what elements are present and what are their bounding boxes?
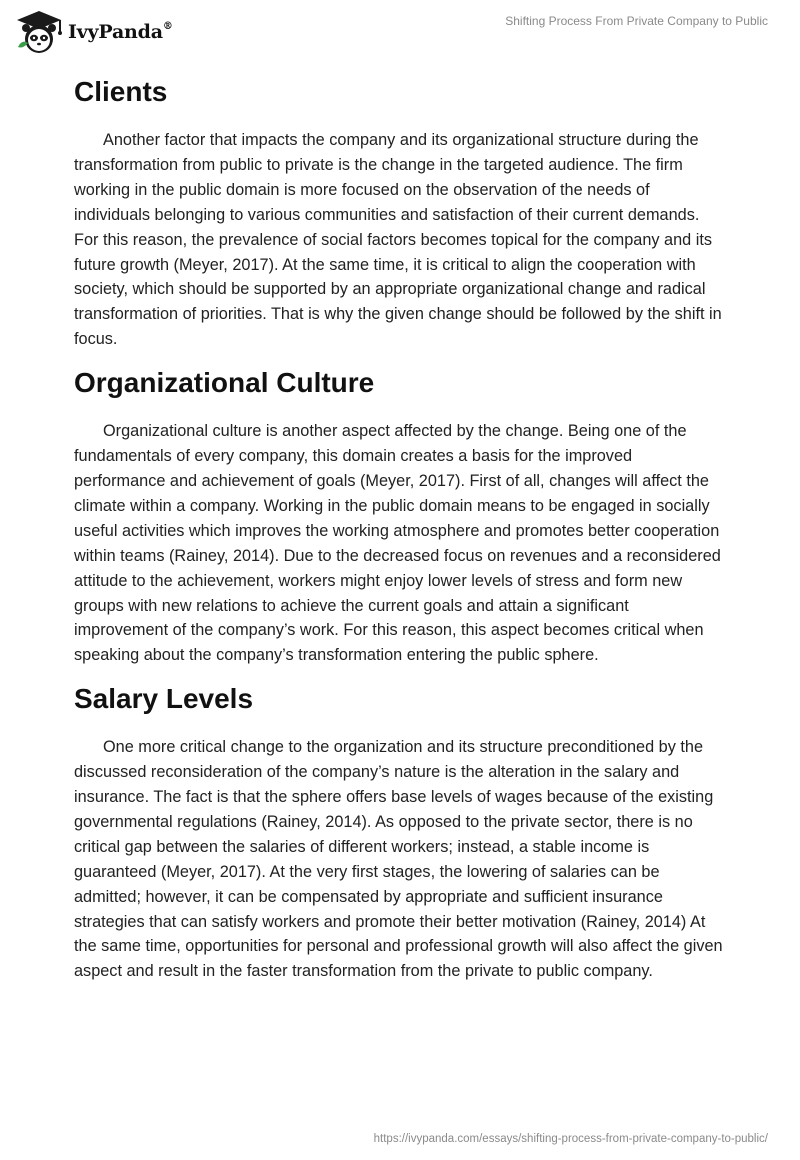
section-heading: Organizational Culture [74,367,375,399]
logo-text: IvyPanda® [68,20,173,43]
ivypanda-logo[interactable] [14,9,173,55]
panda-graduate-icon [14,9,64,55]
section-organizational-culture [74,361,724,668]
section-paragraph: Another factor that impacts the company and its organizational structure during the transformation from public to private is the change in the targeted audience. The firm working in the public domain is more focused on the observation of the needs of individuals belonging to various communities and satisfaction of their current demands. For this reason, the prevalence of social factors becomes topical for the company and its future growth (Meyer, 2017). At the same time, it is critical to align the cooperation with society, which should be supported by an appropriate organizational change and radical transformation of priorities. That is why the given change should be followed by the shift in focus. [74,131,722,349]
document-title: Shifting Process From Private Company to Public [505,14,768,28]
essay-content [74,70,724,984]
section-paragraph: Organizational culture is another aspect affected by the change. Being one of the fundamentals of every company, this domain creates a basis for the improved performance and achievement of goals (Meyer, 2017). First of all, changes will affect the climate within a company. Working in the public domain means to be engaged in socially useful activities which improves the working atmosphere and promotes better cooperation within teams (Rainey, 2014). Due to the decreased focus on revenues and a reconsidered attitude to the achievement, workers might enjoy lower levels of stress and form new groups with new relations to achieve the current goals and attain a significant improvement of the company’s work. For this reason, this aspect becomes critical when speaking about the company’s transformation entering the public sphere. [74,422,721,665]
section-heading: Salary Levels [74,683,254,715]
source-url[interactable]: https://ivypanda.com/essays/shifting-process-from-private-company-to-public/ [373,1133,768,1145]
section-heading: Clients [74,76,168,107]
section-paragraph: One more critical change to the organization and its structure preconditioned by the discussed reconsideration of the company’s nature is the alteration in the salary and insurance. The fact is that the sphere offers base levels of wages because of the existing governmental regulations (Rainey, 2014). As opposed to the private sector, there is no critical gap between the salaries of different workers; instead, a stable income is guaranteed (Meyer, 2017). At the very first stages, the lowering of salaries can be admitted; however, it can be compensated by appropriate and sufficient insurance strategies that can satisfy workers and promote their better motivation (Rainey, 2014) At the same time, opportunities for personal and professional growth will also affect the given aspect and result in the faster transformation from the private to public company. [74,738,723,981]
section-clients [74,70,724,352]
section-salary-levels [74,677,724,984]
page-header [0,0,800,60]
